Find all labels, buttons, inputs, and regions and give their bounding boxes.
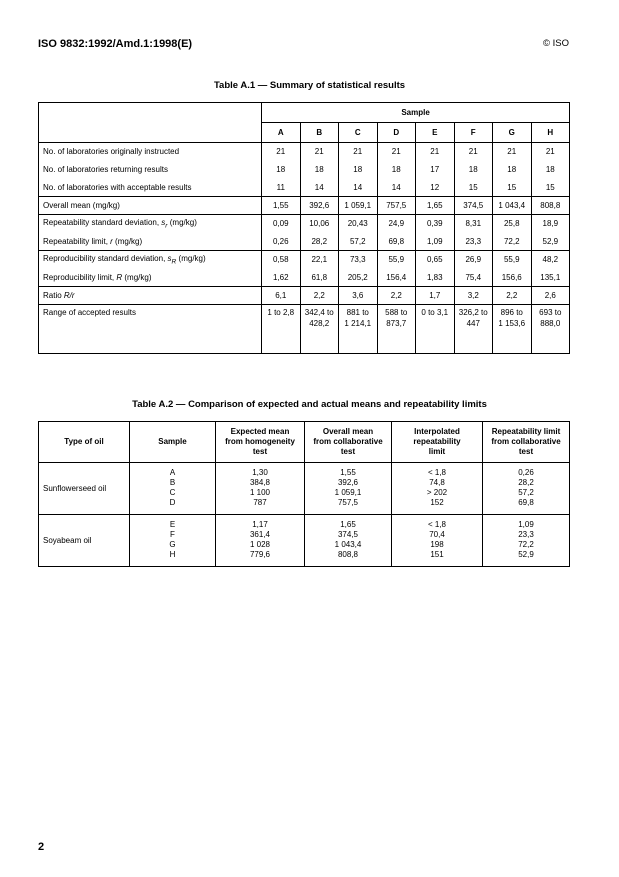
header-blank-cell [39, 103, 262, 123]
cell-value: 1,17 [252, 520, 268, 529]
value-line: 447 [466, 319, 480, 328]
value-line: 0 to 3,1 [421, 308, 449, 317]
column-header [130, 422, 216, 463]
cell-value: 57,2 [518, 488, 534, 497]
value-cell [454, 305, 493, 354]
table-a1 [38, 102, 570, 354]
value-cell: 6,1 [262, 287, 301, 305]
row-label: No. of laboratories returning results [39, 161, 262, 179]
row-label [39, 233, 262, 251]
table-a1-caption: Table A.1 — Summary of statistical results [213, 80, 406, 91]
column-header [483, 422, 570, 463]
cell-value: 152 [430, 498, 444, 507]
value-cell: 392,6 [300, 197, 339, 215]
column-header [305, 422, 392, 463]
value-cell: 1 043,4 [493, 197, 532, 215]
row-label: No. of laboratories originally instructed [39, 143, 262, 161]
value-line: 428,2 [309, 319, 330, 328]
header-line: from homogeneity [225, 437, 295, 446]
header-line: limit [428, 447, 446, 456]
cell-value: B [169, 478, 176, 487]
value-cell: 2,2 [377, 287, 416, 305]
cell-value: H [169, 550, 176, 559]
value-cell: 2,2 [300, 287, 339, 305]
value-cell: 1,7 [416, 287, 455, 305]
header-line: repeatability [413, 437, 461, 446]
value-cell: 15 [454, 179, 493, 197]
value-cell: 18,9 [531, 215, 570, 233]
value-cell [531, 305, 570, 354]
header-line: test [340, 447, 356, 456]
cell-value: A [169, 468, 176, 477]
cell-value: C [169, 488, 176, 497]
value-cell: 55,9 [377, 251, 416, 269]
value-cell: 14 [300, 179, 339, 197]
oil-group-row [39, 515, 570, 567]
value-cell: 1,55 [262, 197, 301, 215]
value-cell: 25,8 [493, 215, 532, 233]
value-cell: 21 [300, 143, 339, 161]
row-label [39, 251, 262, 269]
value-cell: 17 [416, 161, 455, 179]
value-cell: 21 [377, 143, 416, 161]
value-line: 326,2 to [458, 308, 488, 317]
value-cell: 0,58 [262, 251, 301, 269]
value-cell: 156,4 [377, 269, 416, 287]
table-a2-caption: Table A.2 — Comparison of expected and actual means and repeatability limits [132, 399, 487, 410]
header-line: test [518, 447, 534, 456]
value-cell: 374,5 [454, 197, 493, 215]
value-cell: 55,9 [493, 251, 532, 269]
value-cell: 21 [339, 143, 378, 161]
cell-value: 1,30 [252, 468, 268, 477]
table-row [39, 251, 570, 269]
sample-header-f: F [454, 123, 493, 143]
cell-value: D [169, 498, 176, 507]
sample-header-g: G [493, 123, 532, 143]
value-cell: 24,9 [377, 215, 416, 233]
value-cell [339, 305, 378, 354]
value-line: 1 214,1 [344, 319, 372, 328]
value-cell [377, 305, 416, 354]
header-line: Repeatability limit [491, 427, 561, 436]
row-label: Overall mean (mg/kg) [39, 197, 262, 215]
value-cell [262, 305, 301, 354]
value-cell: 3,6 [339, 287, 378, 305]
table-row [39, 215, 570, 233]
value-cell: 135,1 [531, 269, 570, 287]
value-cell: 0,26 [262, 233, 301, 251]
header-line: Overall mean [322, 427, 374, 436]
value-cell: 0,09 [262, 215, 301, 233]
column-header [39, 422, 130, 463]
oil-group-row [39, 463, 570, 515]
value-cell: 2,6 [531, 287, 570, 305]
sample-header-h: H [531, 123, 570, 143]
cell-value: 151 [430, 550, 444, 559]
cell-value: < 1,8 [427, 520, 446, 529]
value-cell: 22,1 [300, 251, 339, 269]
value-cell: 61,8 [300, 269, 339, 287]
value-cell: 15 [531, 179, 570, 197]
cell-value: 361,4 [249, 530, 271, 539]
value-cell: 21 [416, 143, 455, 161]
value-line: 1 to 2,8 [267, 308, 295, 317]
table-a2 [38, 421, 570, 567]
value-line: 873,7 [386, 319, 407, 328]
cell-value: 0,26 [518, 468, 534, 477]
cell-value: 70,4 [429, 530, 445, 539]
value-cell: 205,2 [339, 269, 378, 287]
header-blank-cell [39, 123, 262, 143]
oil-type-cell: Soyabeam oil [39, 515, 130, 567]
expected-cell [216, 515, 305, 567]
value-cell: 8,31 [454, 215, 493, 233]
table-row [39, 197, 570, 215]
value-cell: 75,4 [454, 269, 493, 287]
repeatability-cell [483, 463, 570, 515]
value-cell: 14 [377, 179, 416, 197]
value-cell: 1,65 [416, 197, 455, 215]
header-line: test [252, 447, 268, 456]
cell-value: 72,2 [518, 540, 534, 549]
value-cell: 20,43 [339, 215, 378, 233]
row-label-text: Repeatability standard deviation, [43, 217, 162, 227]
value-line: 1 153,6 [498, 319, 526, 328]
value-cell: 18 [493, 161, 532, 179]
cell-value: 1 028 [249, 540, 271, 549]
samples-cell [130, 515, 216, 567]
table-row [39, 287, 570, 305]
value-line: 588 to [385, 308, 408, 317]
row-label-symbol: R/r [63, 291, 75, 300]
value-line: 693 to [539, 308, 562, 317]
value-cell: 21 [493, 143, 532, 161]
page-number: 2 [38, 841, 45, 853]
table-row [39, 143, 570, 161]
cell-value: 1,09 [518, 520, 534, 529]
sample-group-header: Sample [262, 103, 570, 123]
value-cell: 10,06 [300, 215, 339, 233]
cell-value: 28,2 [518, 478, 534, 487]
sample-header-b: B [300, 123, 339, 143]
cell-value: 1,55 [340, 468, 356, 477]
overall-cell [305, 463, 392, 515]
value-cell: 2,2 [493, 287, 532, 305]
cell-value: 74,8 [429, 478, 445, 487]
header-line: from collaborative [491, 437, 561, 446]
value-cell: 72,2 [493, 233, 532, 251]
value-cell: 18 [377, 161, 416, 179]
header-line: Sample [158, 437, 187, 446]
value-cell: 156,6 [493, 269, 532, 287]
column-header [392, 422, 483, 463]
value-cell: 21 [531, 143, 570, 161]
value-cell: 3,2 [454, 287, 493, 305]
cell-value: 1 059,1 [334, 488, 362, 497]
sample-header-d: D [377, 123, 416, 143]
sample-header-a: A [262, 123, 301, 143]
value-cell: 1,62 [262, 269, 301, 287]
row-label-text: Reproducibility standard deviation, [43, 253, 168, 263]
row-label [39, 269, 262, 287]
value-cell: 26,9 [454, 251, 493, 269]
value-line: 881 to [346, 308, 369, 317]
value-cell: 0,39 [416, 215, 455, 233]
overall-cell [305, 515, 392, 567]
cell-value: 374,5 [337, 530, 359, 539]
row-label: Range of accepted results [39, 305, 262, 354]
value-cell: 48,2 [531, 251, 570, 269]
column-header [216, 422, 305, 463]
cell-value: F [170, 530, 175, 539]
value-cell [300, 305, 339, 354]
cell-value: 1,65 [340, 520, 356, 529]
table-row [39, 161, 570, 179]
cell-value: 787 [253, 498, 267, 507]
interpolated-cell [392, 515, 483, 567]
value-cell: 0,65 [416, 251, 455, 269]
value-cell: 21 [454, 143, 493, 161]
value-cell: 1 059,1 [339, 197, 378, 215]
value-cell: 18 [300, 161, 339, 179]
expected-cell [216, 463, 305, 515]
row-label-unit: (mg/kg) [176, 253, 206, 263]
row-label-text: Ratio [43, 291, 64, 300]
row-label-unit: (mg/kg) [167, 217, 197, 227]
copyright-notice: © ISO [542, 38, 569, 49]
document-id: ISO 9832:1992/Amd.1:1998(E) [38, 38, 193, 50]
value-line: 888,0 [540, 319, 561, 328]
row-label-unit: (mg/kg) [112, 236, 143, 246]
value-cell: 11 [262, 179, 301, 197]
value-cell: 23,3 [454, 233, 493, 251]
table-row [39, 179, 570, 197]
samples-cell [130, 463, 216, 515]
row-label-subscript: r [165, 222, 168, 230]
value-cell: 21 [262, 143, 301, 161]
table-row [39, 269, 570, 287]
row-label-text: Repeatability limit, [43, 236, 111, 246]
cell-value: E [169, 520, 176, 529]
repeatability-cell [483, 515, 570, 567]
sample-header-e: E [416, 123, 455, 143]
cell-value: 757,5 [337, 498, 359, 507]
interpolated-cell [392, 463, 483, 515]
row-label-unit: (mg/kg) [122, 272, 152, 282]
row-label-text: Reproducibility limit, [43, 272, 117, 282]
row-label [39, 215, 262, 233]
header-line: Interpolated [414, 427, 460, 436]
cell-value: 69,8 [518, 498, 534, 507]
value-cell: 18 [454, 161, 493, 179]
cell-value: < 1,8 [427, 468, 446, 477]
table-row [39, 305, 570, 354]
row-label-symbol: R [116, 272, 123, 282]
sample-header-c: C [339, 123, 378, 143]
value-cell: 18 [531, 161, 570, 179]
cell-value: 392,6 [337, 478, 359, 487]
value-cell: 73,3 [339, 251, 378, 269]
value-cell: 52,9 [531, 233, 570, 251]
cell-value: 52,9 [518, 550, 534, 559]
value-cell: 18 [339, 161, 378, 179]
cell-value: G [169, 540, 176, 549]
value-cell: 15 [493, 179, 532, 197]
value-cell [493, 305, 532, 354]
value-cell: 757,5 [377, 197, 416, 215]
row-label [39, 287, 262, 305]
row-label-symbol: s [167, 253, 172, 263]
value-cell: 808,8 [531, 197, 570, 215]
value-cell: 1,83 [416, 269, 455, 287]
cell-value: 23,3 [518, 530, 534, 539]
row-label-symbol: r [110, 236, 113, 246]
value-cell: 18 [262, 161, 301, 179]
value-cell: 12 [416, 179, 455, 197]
row-label: No. of laboratories with acceptable results [39, 179, 262, 197]
value-cell: 28,2 [300, 233, 339, 251]
value-cell: 1,09 [416, 233, 455, 251]
row-label-subscript: R [171, 258, 177, 266]
cell-value: 779,6 [249, 550, 271, 559]
table-row [39, 233, 570, 251]
cell-value: 198 [430, 540, 444, 549]
oil-type-cell: Sunflowerseed oil [39, 463, 130, 515]
row-label-symbol: s [161, 217, 166, 227]
value-line: 896 to [500, 308, 523, 317]
cell-value: 1 043,4 [334, 540, 362, 549]
cell-value: > 202 [426, 488, 448, 497]
value-line: 342,4 to [304, 308, 334, 317]
value-cell: 14 [339, 179, 378, 197]
header-line: Expected mean [230, 427, 290, 436]
value-cell [416, 305, 455, 354]
cell-value: 384,8 [249, 478, 271, 487]
value-cell: 69,8 [377, 233, 416, 251]
cell-value: 808,8 [337, 550, 359, 559]
header-line: from collaborative [313, 437, 383, 446]
value-cell: 57,2 [339, 233, 378, 251]
cell-value: 1 100 [249, 488, 271, 497]
header-line: Type of oil [64, 437, 104, 446]
